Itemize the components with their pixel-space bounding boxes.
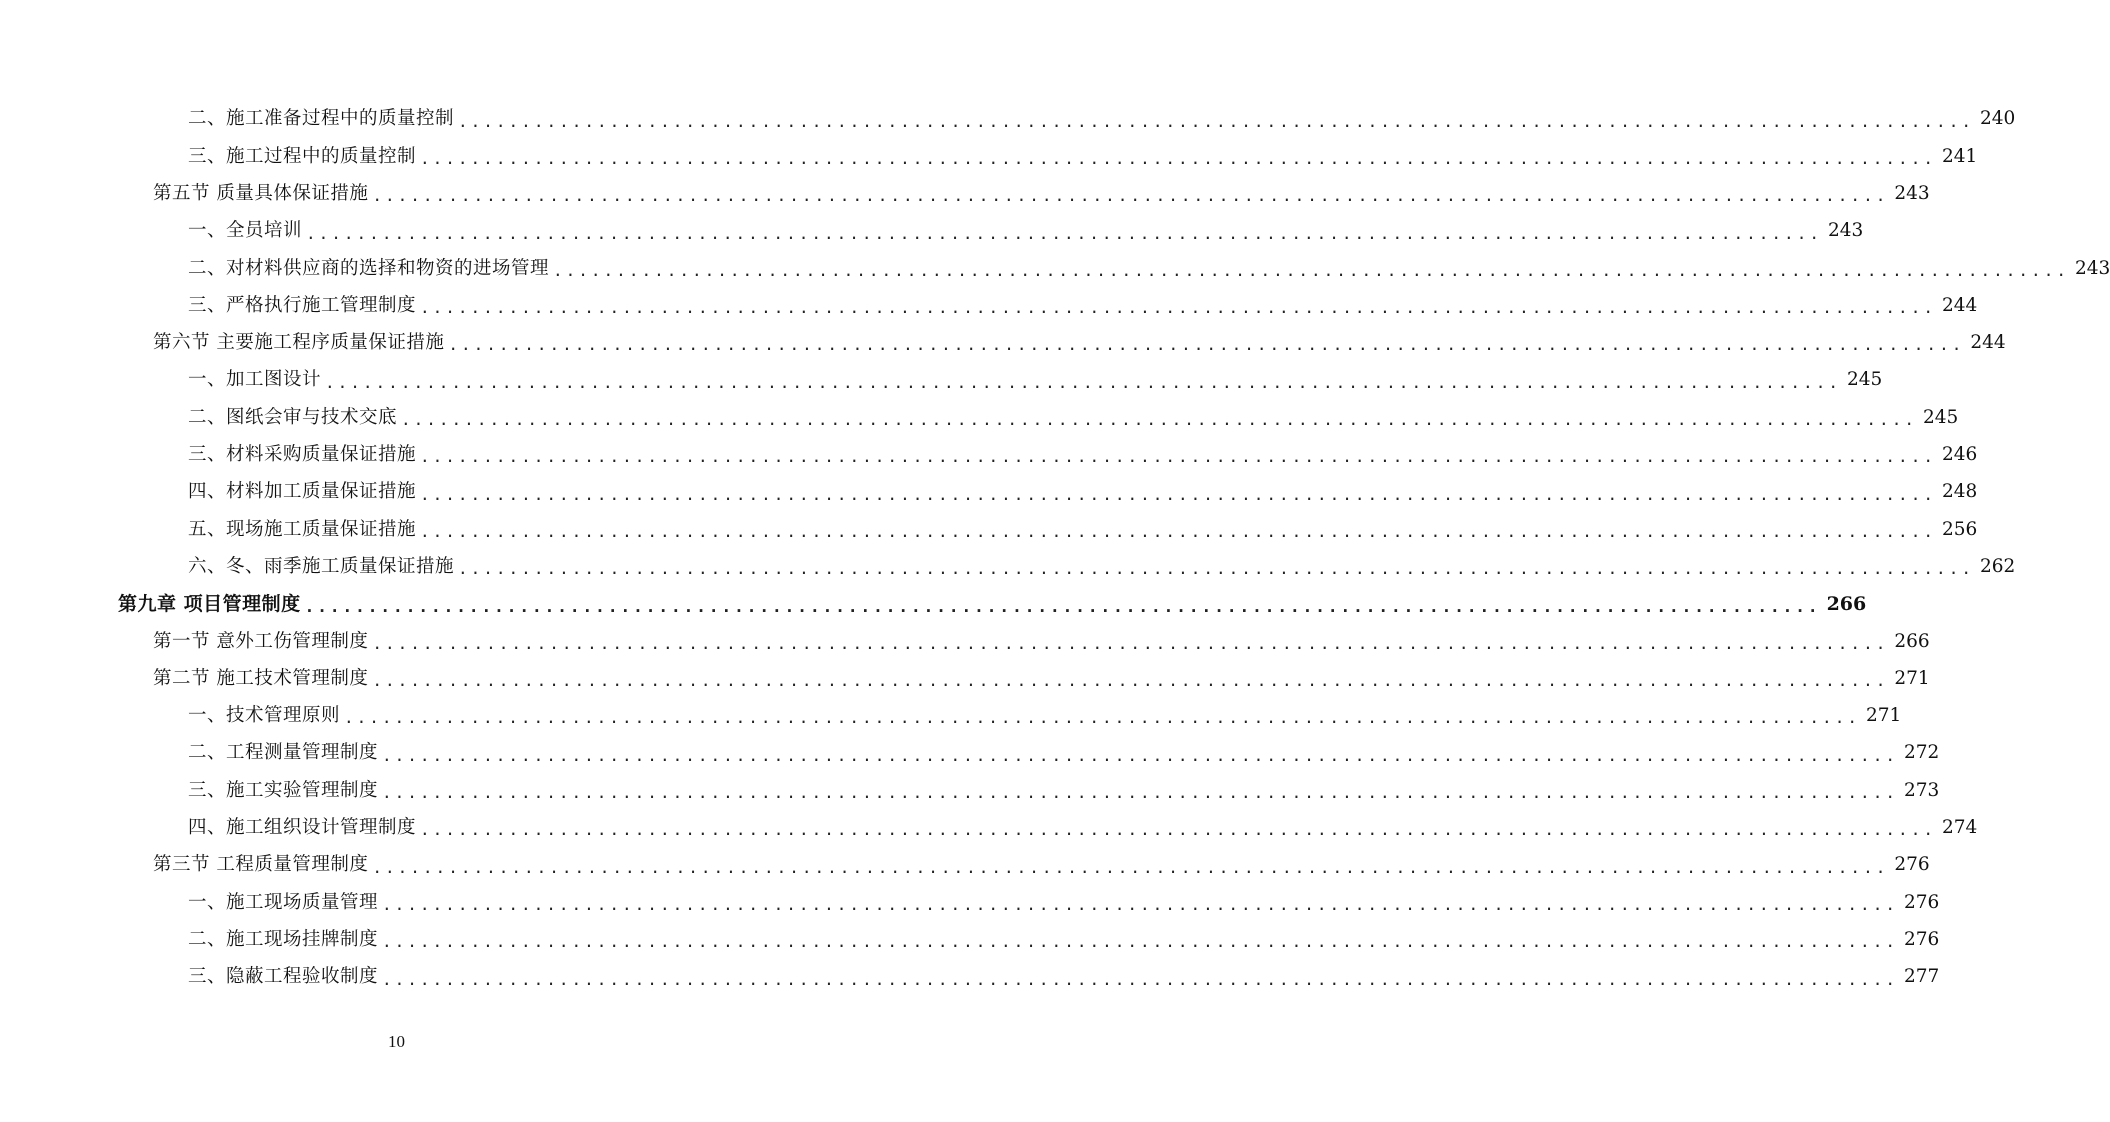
toc-entry-title: 一、加工图设计: [188, 369, 322, 391]
toc-section-entry[interactable]: [153, 847, 1930, 884]
toc-entry-page: 243: [1894, 182, 1930, 204]
toc-dot-leader: ........................................................................................................................: [382, 932, 1898, 952]
toc-entry-title: 四、施工组织设计管理制度: [188, 817, 417, 839]
toc-dot-leader: ........................................................................................................................: [420, 820, 1936, 840]
toc-entry-title: 第三节 工程质量管理制度: [153, 854, 369, 876]
toc-entry-title: 第二节 施工技术管理制度: [153, 667, 369, 689]
toc-dot-leader: ........................................................................................................................: [372, 857, 1889, 877]
toc-dot-leader: ........................................................................................................................: [401, 410, 1917, 430]
toc-entry-page: 271: [1865, 705, 1902, 727]
toc-subsection-entry[interactable]: [188, 735, 1940, 772]
toc-dot-leader: ........................................................................................................................: [420, 298, 1936, 318]
toc-section-entry[interactable]: [153, 176, 1930, 213]
toc-entry-title: 一、技术管理原则: [188, 705, 341, 727]
toc-dot-leader: ........................................................................................................................: [372, 633, 1889, 653]
toc-entry-title: 二、对材料供应商的选择和物资的进场管理: [188, 257, 550, 279]
toc-entry-title: 五、现场施工质量保证措施: [188, 518, 417, 540]
toc-entry-page: 262: [1979, 555, 2016, 577]
toc-entry-title: 三、严格执行施工管理制度: [188, 294, 417, 316]
toc-entry-page: 276: [1903, 928, 1940, 950]
toc-dot-leader: ........................................................................................................................: [382, 969, 1898, 989]
toc-subsection-entry[interactable]: [188, 511, 1978, 548]
toc-subsection-entry[interactable]: [188, 810, 1978, 847]
toc-entry-page: 273: [1903, 779, 1940, 801]
toc-subsection-entry[interactable]: [188, 250, 2110, 287]
toc-dot-leader: ........................................................................................................................: [458, 559, 1974, 579]
toc-entry-page: 246: [1941, 444, 1978, 466]
toc-subsection-entry[interactable]: [188, 101, 2016, 138]
toc-entry-title: 二、施工现场挂牌制度: [188, 928, 379, 950]
toc-dot-leader: ........................................................................................................................: [344, 708, 1860, 728]
toc-dot-leader: ........................................................................................................................: [382, 894, 1898, 914]
toc-entry-title: 三、施工过程中的质量控制: [188, 145, 417, 167]
toc-dot-leader: ........................................................................................................................: [420, 447, 1936, 467]
toc-entry-title: 第一节 意外工伤管理制度: [153, 630, 369, 652]
toc-subsection-entry[interactable]: [188, 138, 1978, 175]
toc-entry-page: 245: [1922, 406, 1959, 428]
toc-subsection-entry[interactable]: [188, 399, 1959, 436]
toc-entry-page: 266: [1894, 630, 1930, 652]
toc-section-entry[interactable]: [153, 325, 2006, 362]
toc-subsection-entry[interactable]: [188, 474, 1978, 511]
toc-entry-title: 三、隐蔽工程验收制度: [188, 966, 379, 988]
toc-subsection-entry[interactable]: [188, 959, 1940, 996]
toc-dot-leader: ........................................................................................................................: [372, 671, 1889, 691]
toc-dot-leader: ........................................................................................................................: [420, 484, 1936, 504]
toc-dot-leader: ........................................................................................................................: [372, 186, 1889, 206]
toc-entry-page: 243: [2074, 257, 2110, 279]
toc-entry-page: 248: [1941, 481, 1978, 503]
toc-entry-title: 六、冬、雨季施工质量保证措施: [188, 555, 455, 577]
toc-subsection-entry[interactable]: [188, 772, 1940, 809]
toc-dot-leader: ........................................................................................................................: [420, 148, 1936, 168]
toc-entry-page: 274: [1941, 817, 1978, 839]
toc-subsection-entry[interactable]: [188, 922, 1940, 959]
toc-entry-title: 第九章 项目管理制度: [118, 593, 301, 616]
toc-subsection-entry[interactable]: [188, 288, 1978, 325]
toc-entry-title: 三、材料采购质量保证措施: [188, 444, 417, 466]
toc-dot-leader: ........................................................................................................................: [420, 521, 1936, 541]
toc-subsection-entry[interactable]: [188, 437, 1978, 474]
toc-entry-title: 四、材料加工质量保证措施: [188, 481, 417, 503]
toc-entry-page: 277: [1903, 966, 1940, 988]
toc-subsection-entry[interactable]: [188, 549, 2016, 586]
toc-entry-page: 266: [1826, 593, 1867, 616]
page-number: 10: [388, 1032, 405, 1051]
toc-dot-leader: ........................................................................................................................: [325, 372, 1841, 392]
toc-section-entry[interactable]: [153, 661, 1930, 698]
toc-entry-page: 276: [1894, 854, 1930, 876]
toc-section-entry[interactable]: [153, 623, 1930, 660]
toc-dot-leader: ........................................................................................................................: [306, 223, 1822, 243]
toc-entry-page: 256: [1941, 518, 1978, 540]
toc-entry-title: 第五节 质量具体保证措施: [153, 182, 369, 204]
toc-entry-page: 276: [1903, 891, 1940, 913]
toc-dot-leader: ........................................................................................................................: [382, 745, 1898, 765]
toc-dot-leader: ........................................................................................................................: [304, 596, 1821, 616]
toc-entry-title: 一、施工现场质量管理: [188, 891, 379, 913]
toc-dot-leader: ........................................................................................................................: [458, 111, 1974, 131]
toc-entry-page: 244: [1941, 294, 1978, 316]
toc-dot-leader: ........................................................................................................................: [448, 335, 1965, 355]
toc-dot-leader: ........................................................................................................................: [382, 783, 1898, 803]
toc-entry-title: 二、施工准备过程中的质量控制: [188, 108, 455, 130]
toc-entry-page: 272: [1903, 742, 1940, 764]
toc-entry-page: 240: [1979, 108, 2016, 130]
toc-chapter-entry[interactable]: [118, 586, 1867, 623]
toc-entry-page: 271: [1894, 667, 1930, 689]
toc-entry-title: 三、施工实验管理制度: [188, 779, 379, 801]
toc-entry-title: 第六节 主要施工程序质量保证措施: [153, 332, 445, 354]
toc-entry-page: 243: [1827, 220, 1864, 242]
toc-subsection-entry[interactable]: [188, 884, 1940, 921]
toc-dot-leader: ........................................................................................................................: [553, 260, 2069, 280]
toc-subsection-entry[interactable]: [188, 362, 1883, 399]
toc-entry-page: 241: [1941, 145, 1978, 167]
toc-subsection-entry[interactable]: [188, 698, 1902, 735]
toc-entry-title: 二、工程测量管理制度: [188, 742, 379, 764]
toc-subsection-entry[interactable]: [188, 213, 1864, 250]
toc-entry-page: 244: [1970, 332, 2006, 354]
toc-entry-title: 一、全员培训: [188, 220, 303, 242]
toc-entry-page: 245: [1846, 369, 1883, 391]
toc-entry-title: 二、图纸会审与技术交底: [188, 406, 398, 428]
